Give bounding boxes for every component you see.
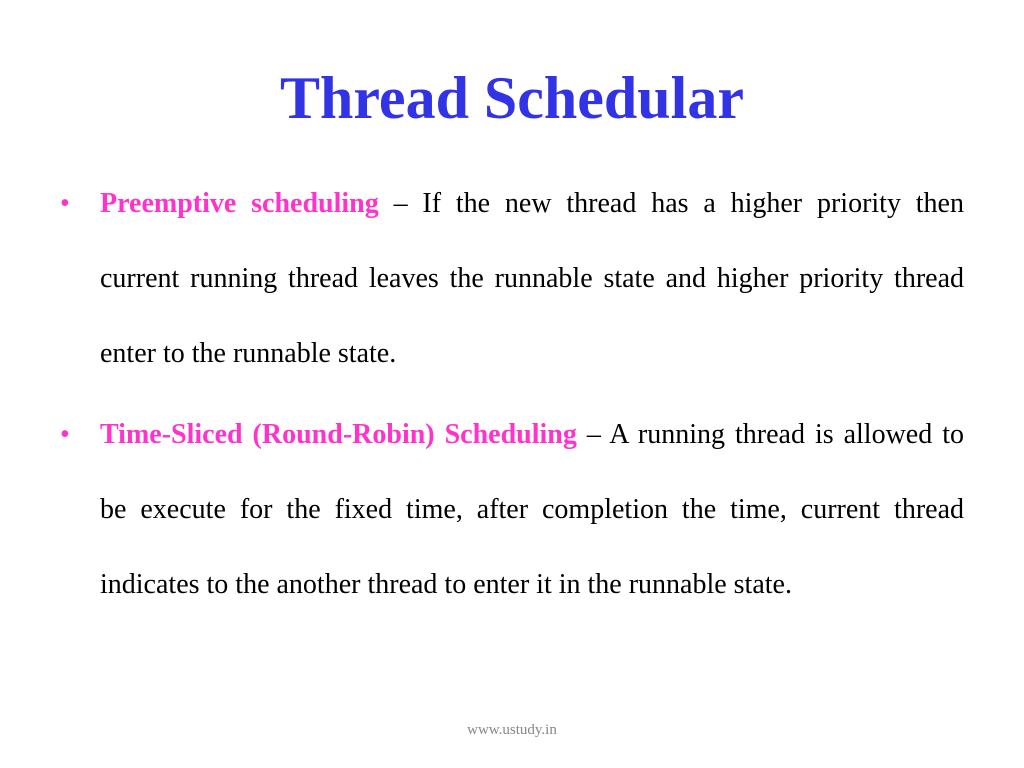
bullet-term: Preemptive scheduling xyxy=(100,188,379,219)
bullet-item-preemptive xyxy=(60,166,964,391)
bullet-text: – If the new thread has a higher priority then current running thread leaves the runnable state and higher priority thread enter to the runnable state. xyxy=(100,188,964,369)
bullet-dot-icon: • xyxy=(60,188,70,219)
bullet-term: Time-Sliced (Round-Robin) Scheduling xyxy=(100,419,577,450)
bullet-list xyxy=(60,166,964,628)
bullet-text: – A running thread is allowed to be execute for the fixed time, after completion the time, current thread indicates to the another thread to enter it in the runnable state. xyxy=(100,419,964,600)
slide-title: Thread Schedular xyxy=(280,65,744,131)
footer-url: www.ustudy.in xyxy=(467,722,557,738)
bullet-dot-icon: • xyxy=(60,419,70,450)
bullet-item-time-sliced xyxy=(60,397,964,622)
